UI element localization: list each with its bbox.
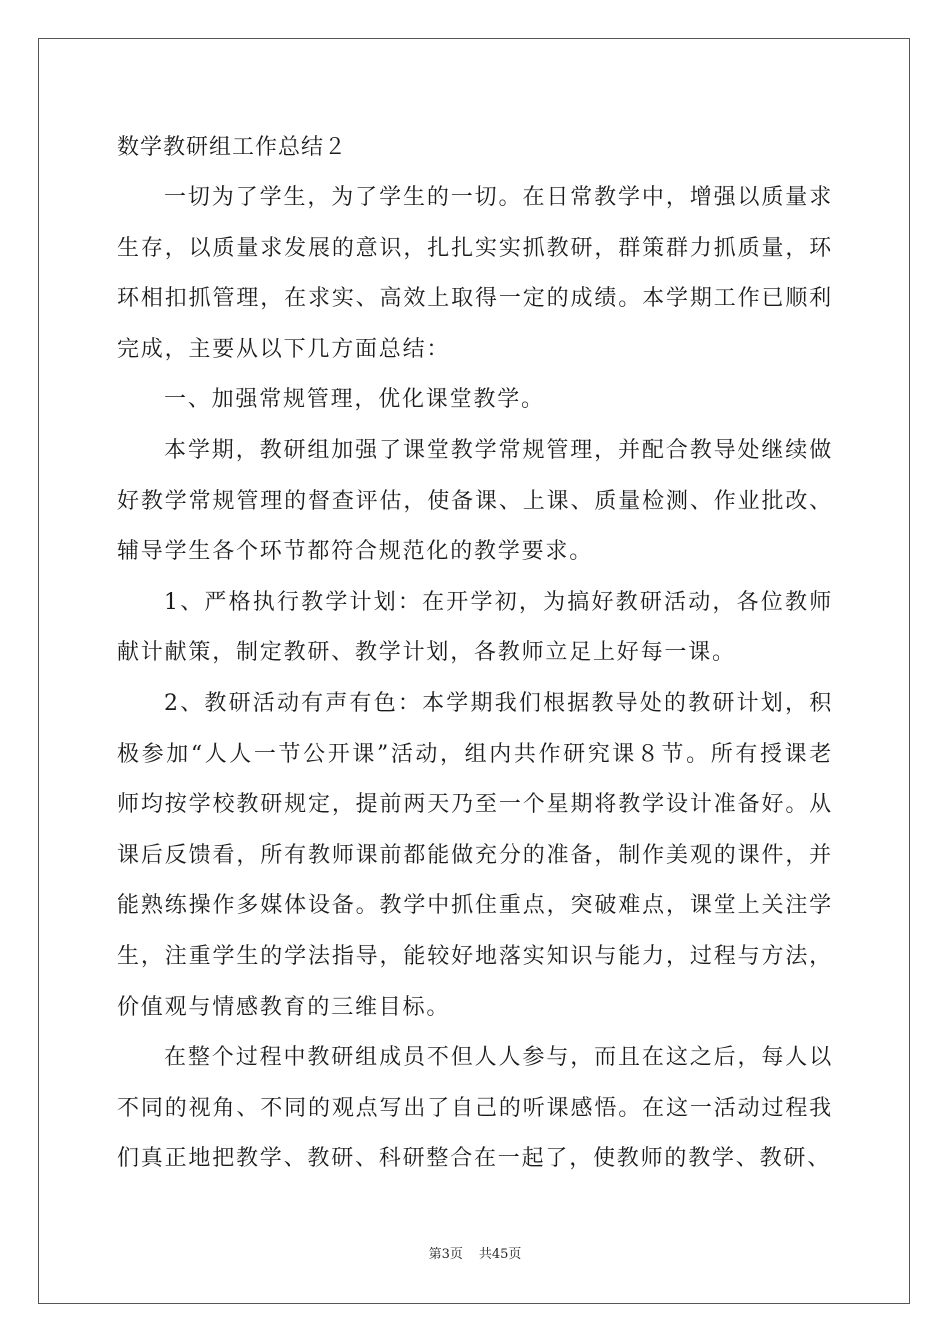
paragraph-item-2: 2、教研活动有声有色：本学期我们根据教导处的教研计划，积极参加“人人一节公开课”活动，组内共作研究课８节。所有授课老师均按学校教研规定，提前两天乃至一个星期将教学设计准备好。从课后反馈看，所有教师课前都能做充分的准备，制作美观的课件，并能熟练操作多媒体设备。教学中抓住重点，突破难点，课堂上关注学生，注重学生的学法指导，能较好地落实知识与能力，过程与方法，价值观与情感教育的三维目标。 (117, 690, 833, 1020)
paragraph-routine-management: 本学期，教研组加强了课堂教学常规管理，并配合教导处继续做好教学常规管理的督查评估，使备课、上课、质量检测、作业批改、辅导学生各个环节都符合规范化的教学要求。 (117, 437, 833, 565)
paragraph-intro: 一切为了学生，为了学生的一切。在日常教学中，增强以质量求生存，以质量求发展的意识，扎扎实实抓教研，群策群力抓质量，环环相扣抓管理，在求实、高效上取得一定的成绩。本学期工作已顺利完成，主要从以下几方面总结： (117, 185, 833, 362)
page-total: 共45页 (478, 1247, 522, 1262)
page-number: 第3页 (428, 1247, 463, 1262)
paragraph-process: 在整个过程中教研组成员不但人人参与，而且在这之后，每人以不同的视角、不同的观点写出了自己的听课感悟。在这一活动过程我们真正地把教学、教研、科研整合在一起了，使教师的教学、教研、 (117, 1045, 833, 1172)
document-body (117, 173, 833, 1185)
section-heading-1: 一、加强常规管理，优化课堂教学。 (164, 387, 545, 413)
paragraph-item-1: 1、严格执行教学计划：在开学初，为搞好教研活动，各位教师献计献策，制定教研、教学计划，各教师立足上好每一课。 (117, 589, 833, 666)
page-footer (0, 1246, 950, 1264)
document-title: 数学教研组工作总结２ (117, 135, 348, 160)
